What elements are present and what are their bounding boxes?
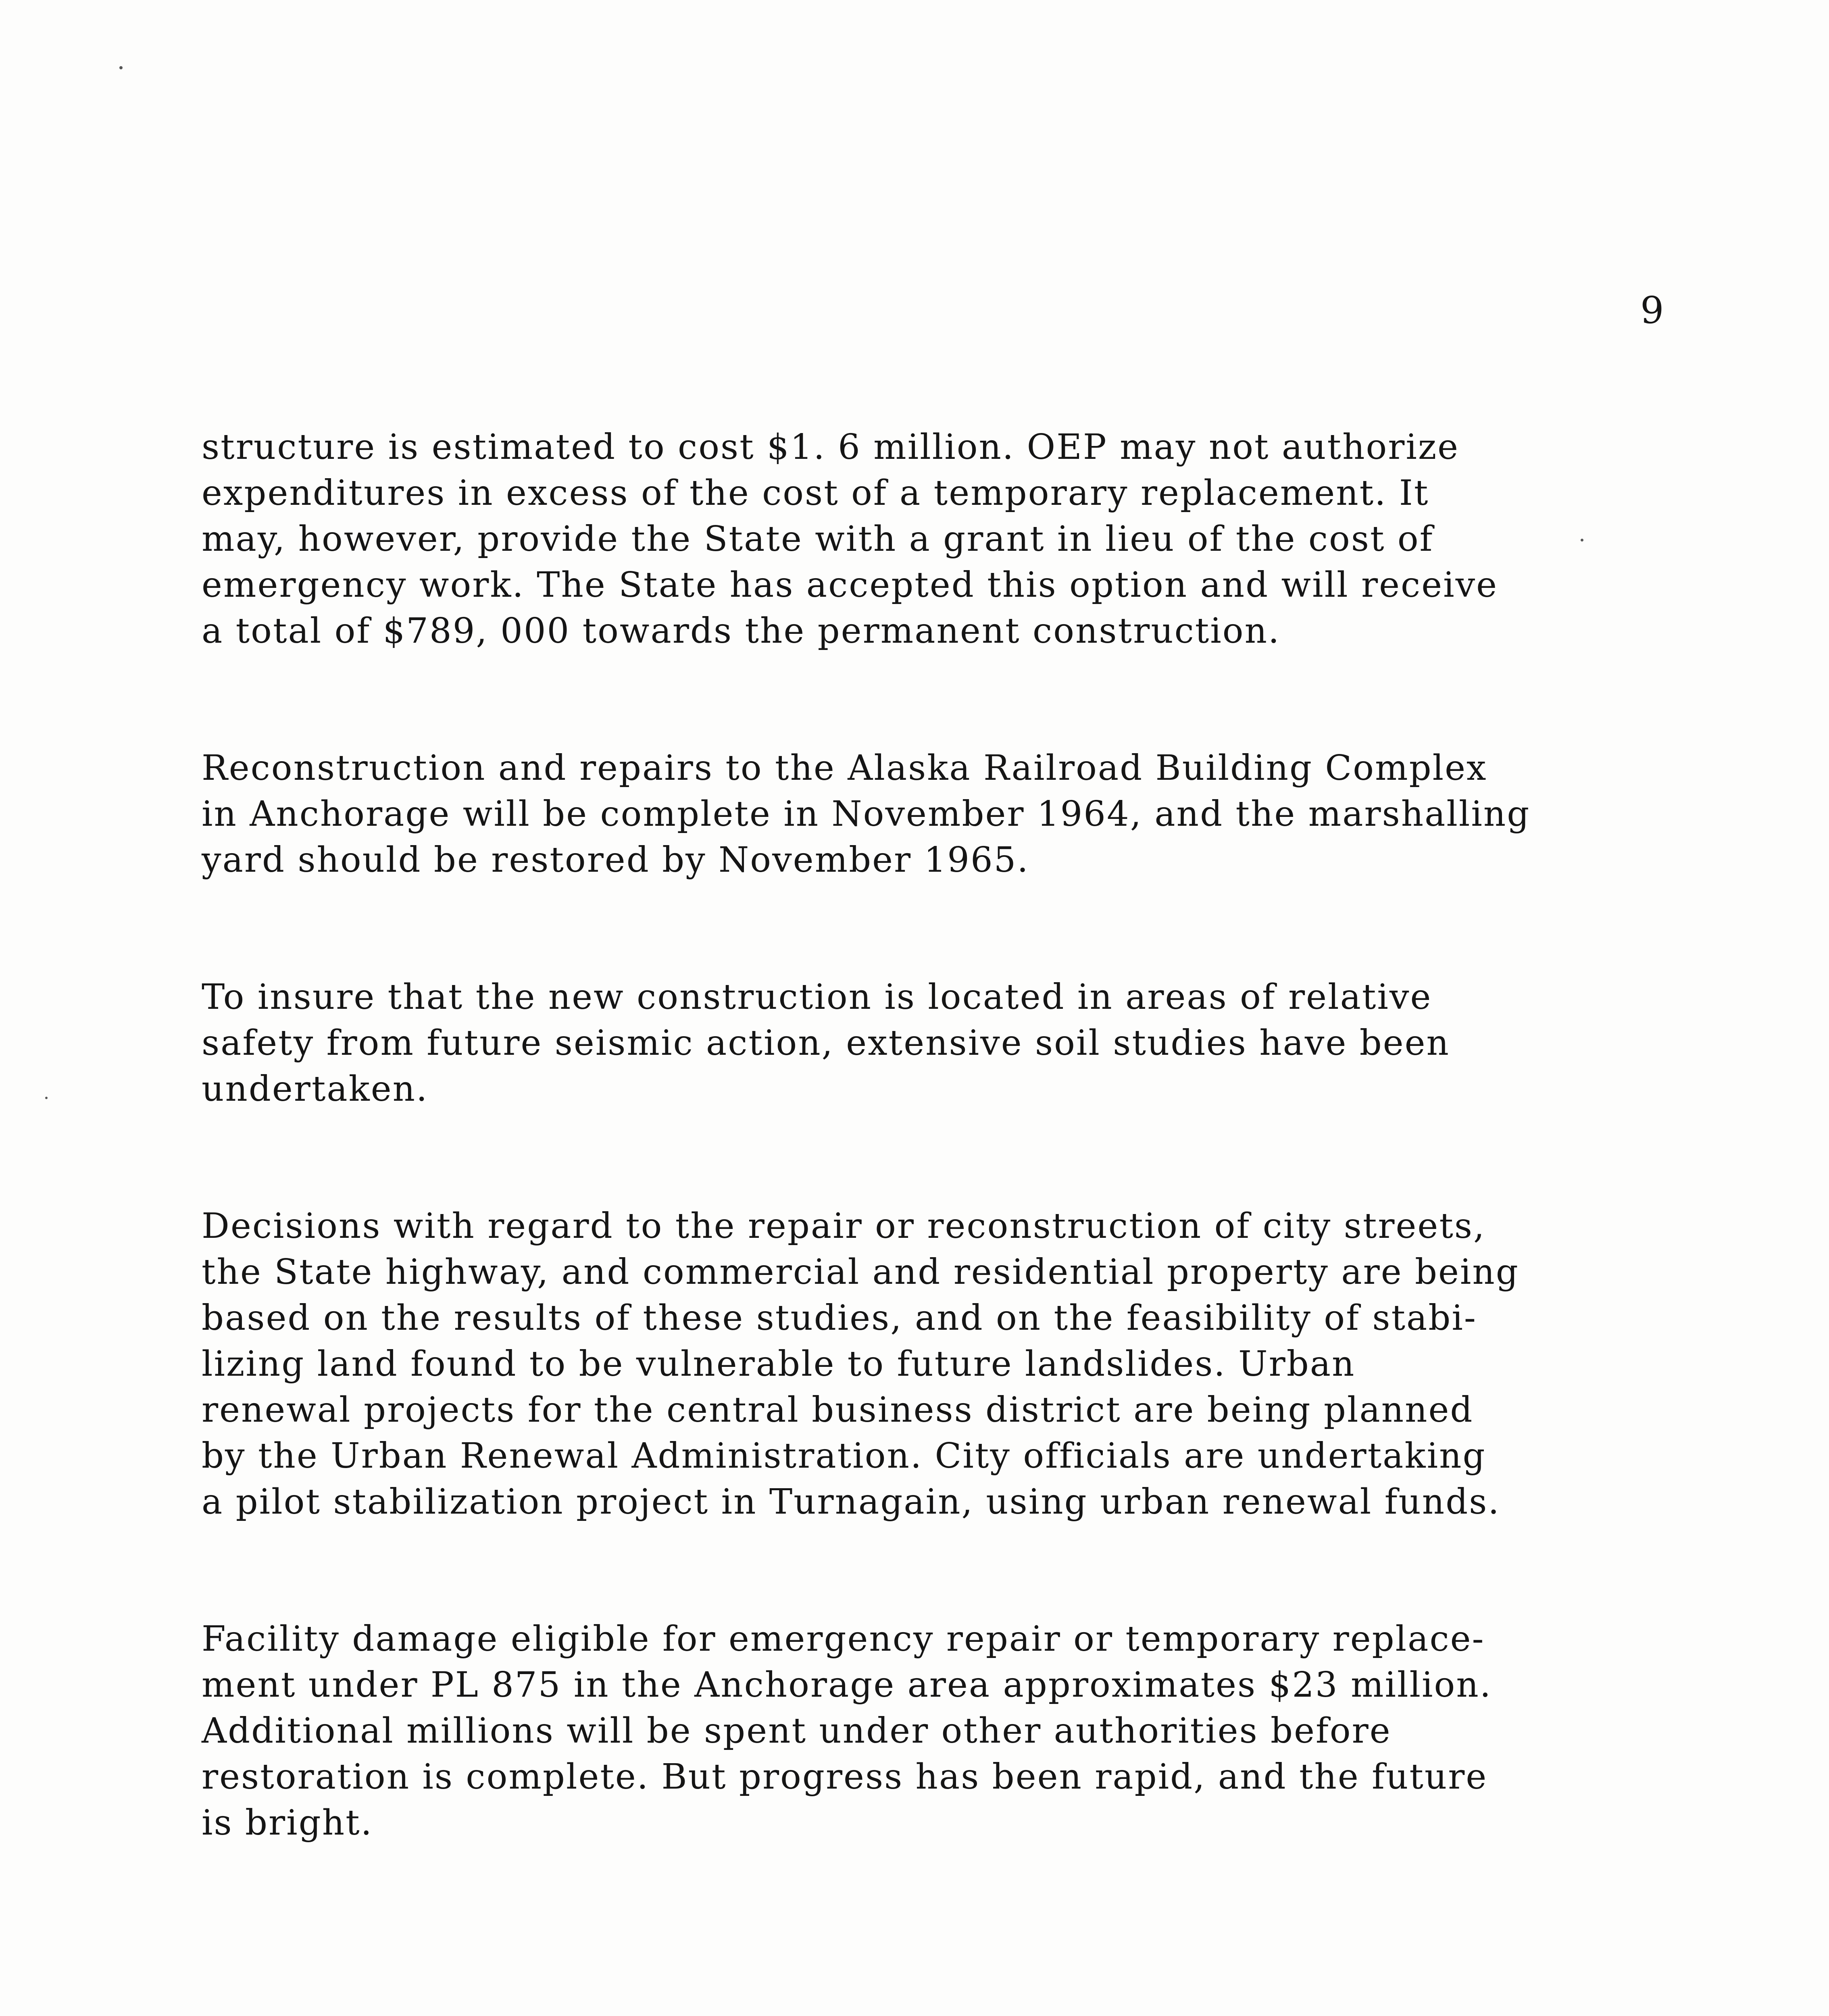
text-line: based on the results of these studies, and on the feasibility of stabi- bbox=[202, 1298, 1477, 1338]
text-line: renewal projects for the central business district are being planned bbox=[202, 1390, 1474, 1430]
text-line: ment under PL 875 in the Anchorage area approximates $23 million. bbox=[202, 1665, 1492, 1705]
text-line: restoration is complete. But progress has been rapid, and the future bbox=[202, 1757, 1488, 1797]
text-line: To insure that the new construction is located in areas of relative bbox=[202, 977, 1432, 1017]
text-line: in Anchorage will be complete in November 1964, and the marshalling bbox=[202, 794, 1531, 834]
text-line: Decisions with regard to the repair or reconstruction of city streets, bbox=[202, 1206, 1486, 1246]
text-line: is bright. bbox=[202, 1803, 373, 1843]
scan-speck bbox=[119, 66, 123, 69]
text-line: a pilot stabilization project in Turnagain, using urban renewal funds. bbox=[202, 1482, 1500, 1522]
text-line: safety from future seismic action, extensive soil studies have been bbox=[202, 1023, 1450, 1063]
text-line: structure is estimated to cost $1. 6 million. OEP may not authorize bbox=[202, 427, 1460, 467]
text-line: by the Urban Renewal Administration. City officials are undertaking bbox=[202, 1436, 1486, 1476]
text-line: Reconstruction and repairs to the Alaska Railroad Building Complex bbox=[202, 748, 1487, 788]
page-number: 9 bbox=[1640, 289, 1664, 332]
text-line: Facility damage eligible for emergency repair or temporary replace- bbox=[202, 1619, 1485, 1659]
text-line: yard should be restored by November 1965. bbox=[202, 840, 1029, 880]
text-line: may, however, provide the State with a grant in lieu of the cost of bbox=[202, 519, 1434, 559]
text-line: emergency work. The State has accepted this option and will receive bbox=[202, 565, 1498, 605]
text-line: expenditures in excess of the cost of a temporary replacement. It bbox=[202, 473, 1429, 513]
paragraph-soil-studies bbox=[202, 974, 1637, 1112]
text-line: lizing land found to be vulnerable to future landslides. Urban bbox=[202, 1344, 1356, 1384]
text-line: Additional millions will be spent under other authorities before bbox=[202, 1711, 1392, 1751]
text-line: a total of $789, 000 towards the permanent construction. bbox=[202, 611, 1281, 651]
scan-speck bbox=[45, 1097, 48, 1099]
body-text bbox=[202, 424, 1637, 1937]
paragraph-facility-damage bbox=[202, 1616, 1637, 1846]
paragraph-urban-renewal bbox=[202, 1203, 1637, 1525]
paragraph-railroad bbox=[202, 745, 1637, 883]
text-line: undertaken. bbox=[202, 1069, 429, 1109]
text-line: the State highway, and commercial and residential property are being bbox=[202, 1252, 1519, 1292]
paragraph-oep-grant bbox=[202, 424, 1637, 654]
